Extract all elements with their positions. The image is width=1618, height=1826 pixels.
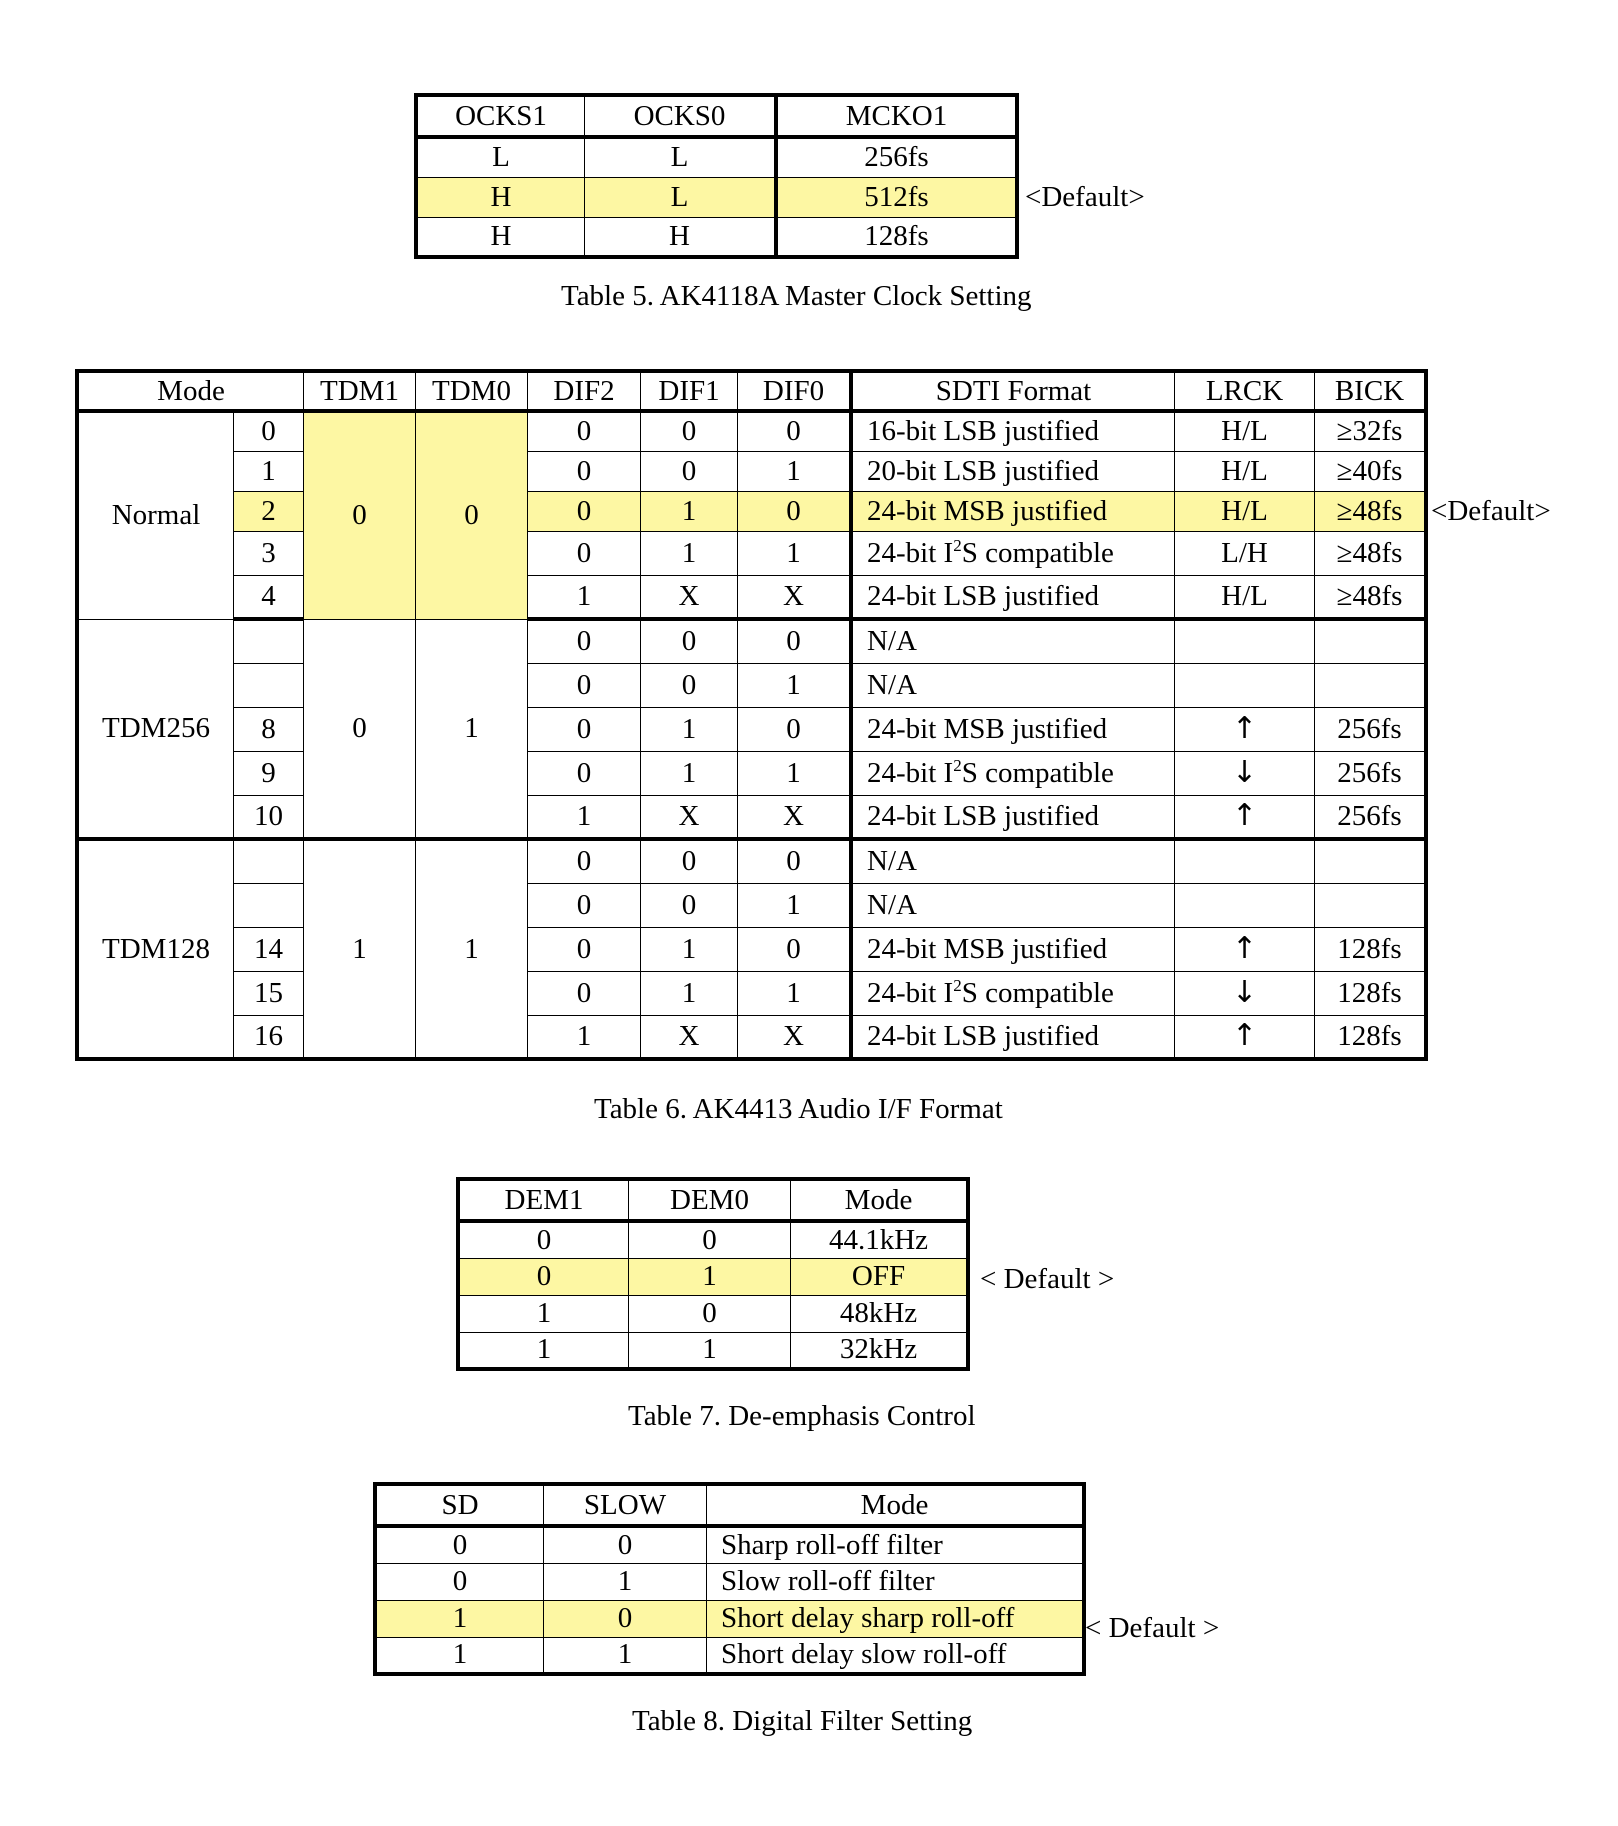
header-mode: Mode xyxy=(791,1179,969,1221)
header-dif0: DIF0 xyxy=(738,371,852,411)
bick-value: 256fs xyxy=(1315,795,1427,839)
format-text: 20-bit LSB justified xyxy=(867,454,1099,487)
mode-number: 2 xyxy=(234,491,304,531)
header-tdm1: TDM1 xyxy=(304,371,416,411)
group-name-tdm256: TDM256 xyxy=(77,619,234,839)
table-5-master-clock xyxy=(414,93,1019,259)
table-5 xyxy=(414,93,1019,259)
sdti-format xyxy=(851,411,1175,451)
cell: 1 xyxy=(544,1563,707,1600)
cell: Short delay slow roll-off xyxy=(707,1637,1085,1674)
bick-value: 128fs xyxy=(1315,927,1427,971)
dif2-value: 0 xyxy=(528,451,641,491)
table-row xyxy=(77,663,1426,707)
table-header-row xyxy=(375,1484,1084,1526)
sdti-format xyxy=(851,619,1175,663)
cell: 1 xyxy=(458,1295,629,1332)
table-header-row xyxy=(416,95,1017,137)
header-dif1: DIF1 xyxy=(641,371,738,411)
format-text: N/A xyxy=(867,888,917,921)
format-text: 24-bit I xyxy=(867,536,954,569)
bick-value xyxy=(1315,883,1427,927)
bick-value: ≥32fs xyxy=(1315,411,1427,451)
header-lrck: LRCK xyxy=(1175,371,1315,411)
group-name-normal: Normal xyxy=(77,411,234,619)
table-row xyxy=(458,1332,968,1369)
mode-number xyxy=(234,839,304,883)
table-6 xyxy=(75,369,1428,1061)
rising-edge-arrow-icon: ↑ xyxy=(1175,707,1315,751)
dif1-value: 0 xyxy=(641,883,738,927)
mode-number: 14 xyxy=(234,927,304,971)
mode-number xyxy=(234,619,304,663)
table-row xyxy=(77,619,1426,663)
lrck-value xyxy=(1175,663,1315,707)
cell: H xyxy=(585,217,777,257)
lrck-value: H/L xyxy=(1175,451,1315,491)
sdti-format xyxy=(851,839,1175,883)
sdti-format xyxy=(851,971,1175,1015)
header-sdti-format: SDTI Format xyxy=(851,371,1175,411)
dif2-value: 0 xyxy=(528,927,641,971)
table-row xyxy=(77,575,1426,619)
lrck-value xyxy=(1175,619,1315,663)
dif1-value: 0 xyxy=(641,839,738,883)
tdm1-value: 0 xyxy=(304,619,416,839)
cell: L xyxy=(585,177,777,217)
sdti-format xyxy=(851,795,1175,839)
bick-value xyxy=(1315,619,1427,663)
falling-edge-arrow-icon: ↓ xyxy=(1175,751,1315,795)
lrck-value: L/H xyxy=(1175,531,1315,575)
cell: 0 xyxy=(544,1600,707,1637)
sdti-format xyxy=(851,491,1175,531)
format-text: 24-bit MSB justified xyxy=(867,932,1108,965)
bick-value: 256fs xyxy=(1315,707,1427,751)
table-row xyxy=(375,1563,1084,1600)
table-row xyxy=(77,927,1426,971)
sdti-format xyxy=(851,451,1175,491)
dif1-value: 1 xyxy=(641,971,738,1015)
cell: 44.1kHz xyxy=(791,1221,969,1258)
cell: L xyxy=(416,137,585,177)
dif1-value: 1 xyxy=(641,531,738,575)
default-label: < Default > xyxy=(980,1263,1115,1295)
cell: 32kHz xyxy=(791,1332,969,1369)
dif2-value: 0 xyxy=(528,491,641,531)
dif0-value: 1 xyxy=(738,971,852,1015)
format-text: 24-bit MSB justified xyxy=(867,494,1108,527)
mode-number: 16 xyxy=(234,1015,304,1059)
table-8-caption: Table 8. Digital Filter Setting xyxy=(632,1705,973,1737)
dif1-value: 0 xyxy=(641,663,738,707)
format-text: 24-bit MSB justified xyxy=(867,712,1108,745)
tdm0-value: 0 xyxy=(416,411,528,619)
dif2-value: 1 xyxy=(528,795,641,839)
dif0-value: 1 xyxy=(738,451,852,491)
cell: 0 xyxy=(629,1295,791,1332)
dif2-value: 0 xyxy=(528,619,641,663)
format-text-suffix: S compatible xyxy=(961,976,1114,1009)
cell: H xyxy=(416,217,585,257)
dif1-value: X xyxy=(641,575,738,619)
table-6-audio-format xyxy=(75,369,1428,1061)
superscript: 2 xyxy=(953,755,962,775)
mode-number: 1 xyxy=(234,451,304,491)
dif0-value: 1 xyxy=(738,751,852,795)
header-slow: SLOW xyxy=(544,1484,707,1526)
mode-number: 0 xyxy=(234,411,304,451)
dif2-value: 1 xyxy=(528,575,641,619)
table-row xyxy=(77,411,1426,451)
sdti-format xyxy=(851,575,1175,619)
lrck-value: H/L xyxy=(1175,411,1315,451)
header-mode: Mode xyxy=(707,1484,1085,1526)
tdm0-value: 1 xyxy=(416,839,528,1059)
dif0-value: 0 xyxy=(738,619,852,663)
dif0-value: 1 xyxy=(738,663,852,707)
header-mode: Mode xyxy=(77,371,304,411)
cell: 1 xyxy=(375,1600,544,1637)
dif2-value: 0 xyxy=(528,971,641,1015)
table-row-default xyxy=(416,177,1017,217)
table-row xyxy=(458,1295,968,1332)
header-bick: BICK xyxy=(1315,371,1427,411)
dif2-value: 0 xyxy=(528,707,641,751)
bick-value: 128fs xyxy=(1315,1015,1427,1059)
mode-number xyxy=(234,663,304,707)
sdti-format xyxy=(851,707,1175,751)
cell: 1 xyxy=(458,1332,629,1369)
format-text: 24-bit LSB justified xyxy=(867,799,1099,832)
table-8-digital-filter xyxy=(373,1482,1086,1676)
header-ocks1: OCKS1 xyxy=(416,95,585,137)
cell: 256fs xyxy=(776,137,1017,177)
table-7-de-emphasis xyxy=(456,1177,970,1371)
dif2-value: 0 xyxy=(528,883,641,927)
format-text-suffix: S compatible xyxy=(961,536,1114,569)
dif0-value: X xyxy=(738,795,852,839)
format-text-suffix: S compatible xyxy=(961,756,1114,789)
sdti-format xyxy=(851,531,1175,575)
table-6-caption: Table 6. AK4413 Audio I/F Format xyxy=(594,1093,1003,1125)
mode-number xyxy=(234,883,304,927)
header-dif2: DIF2 xyxy=(528,371,641,411)
tdm0-value: 1 xyxy=(416,619,528,839)
dif2-value: 0 xyxy=(528,531,641,575)
dif2-value: 1 xyxy=(528,1015,641,1059)
bick-value: ≥48fs xyxy=(1315,575,1427,619)
cell: 0 xyxy=(629,1221,791,1258)
mode-number: 9 xyxy=(234,751,304,795)
superscript: 2 xyxy=(953,975,962,995)
rising-edge-arrow-icon: ↑ xyxy=(1175,927,1315,971)
table-row xyxy=(77,795,1426,839)
bick-value xyxy=(1315,663,1427,707)
format-text: 24-bit LSB justified xyxy=(867,1019,1099,1052)
format-text: 24-bit LSB justified xyxy=(867,579,1099,612)
mode-number: 10 xyxy=(234,795,304,839)
table-7-caption: Table 7. De-emphasis Control xyxy=(628,1400,976,1432)
dif1-value: X xyxy=(641,1015,738,1059)
default-label: <Default> xyxy=(1431,495,1551,527)
dif0-value: 0 xyxy=(738,707,852,751)
dif1-value: 1 xyxy=(641,927,738,971)
dif1-value: 0 xyxy=(641,619,738,663)
table-row xyxy=(416,217,1017,257)
sdti-format xyxy=(851,663,1175,707)
mode-number: 8 xyxy=(234,707,304,751)
dif2-value: 0 xyxy=(528,663,641,707)
format-text: 16-bit LSB justified xyxy=(867,415,1099,448)
header-ocks0: OCKS0 xyxy=(585,95,777,137)
falling-edge-arrow-icon: ↓ xyxy=(1175,971,1315,1015)
bick-value: 256fs xyxy=(1315,751,1427,795)
cell: 1 xyxy=(375,1637,544,1674)
format-text: 24-bit I xyxy=(867,756,954,789)
dif0-value: 1 xyxy=(738,883,852,927)
header-mcko1: MCKO1 xyxy=(776,95,1017,137)
dif2-value: 0 xyxy=(528,839,641,883)
table-row-default xyxy=(458,1258,968,1295)
table-row xyxy=(375,1526,1084,1563)
dif2-value: 0 xyxy=(528,751,641,795)
cell: 0 xyxy=(375,1526,544,1563)
dif1-value: 1 xyxy=(641,491,738,531)
sdti-format xyxy=(851,751,1175,795)
table-row xyxy=(458,1221,968,1258)
table-row xyxy=(77,707,1426,751)
dif1-value: 1 xyxy=(641,751,738,795)
cell: 48kHz xyxy=(791,1295,969,1332)
table-header-row xyxy=(458,1179,968,1221)
bick-value xyxy=(1315,839,1427,883)
dif0-value: X xyxy=(738,575,852,619)
header-tdm0: TDM0 xyxy=(416,371,528,411)
cell: Slow roll-off filter xyxy=(707,1563,1085,1600)
lrck-value: H/L xyxy=(1175,575,1315,619)
table-row xyxy=(77,971,1426,1015)
mode-number: 4 xyxy=(234,575,304,619)
dif1-value: 0 xyxy=(641,411,738,451)
header-dem0: DEM0 xyxy=(629,1179,791,1221)
table-header-row xyxy=(77,371,1426,411)
dif0-value: 0 xyxy=(738,411,852,451)
table-7 xyxy=(456,1177,970,1371)
format-text: N/A xyxy=(867,668,917,701)
sdti-format xyxy=(851,1015,1175,1059)
dif0-value: 0 xyxy=(738,839,852,883)
cell: 0 xyxy=(544,1526,707,1563)
lrck-value xyxy=(1175,883,1315,927)
rising-edge-arrow-icon: ↑ xyxy=(1175,795,1315,839)
cell: OFF xyxy=(791,1258,969,1295)
cell: L xyxy=(585,137,777,177)
mode-number: 15 xyxy=(234,971,304,1015)
lrck-value: H/L xyxy=(1175,491,1315,531)
table-row xyxy=(77,883,1426,927)
bick-value: 128fs xyxy=(1315,971,1427,1015)
tdm1-value: 0 xyxy=(304,411,416,619)
format-text: N/A xyxy=(867,845,917,878)
dif1-value: 0 xyxy=(641,451,738,491)
rising-edge-arrow-icon: ↑ xyxy=(1175,1015,1315,1059)
table-row xyxy=(77,451,1426,491)
table-5-caption: Table 5. AK4118A Master Clock Setting xyxy=(561,280,1032,312)
dif2-value: 0 xyxy=(528,411,641,451)
table-row xyxy=(416,137,1017,177)
dif1-value: X xyxy=(641,795,738,839)
table-row xyxy=(77,839,1426,883)
dif0-value: 0 xyxy=(738,927,852,971)
table-8 xyxy=(373,1482,1086,1676)
cell: 0 xyxy=(458,1221,629,1258)
cell: 0 xyxy=(458,1258,629,1295)
table-row xyxy=(375,1637,1084,1674)
cell: Sharp roll-off filter xyxy=(707,1526,1085,1563)
cell: 1 xyxy=(629,1332,791,1369)
format-text: 24-bit I xyxy=(867,976,954,1009)
cell: 1 xyxy=(544,1637,707,1674)
sdti-format xyxy=(851,927,1175,971)
sdti-format xyxy=(851,883,1175,927)
tdm1-value: 1 xyxy=(304,839,416,1059)
table-row-default xyxy=(77,491,1426,531)
table-row xyxy=(77,531,1426,575)
table-row xyxy=(77,751,1426,795)
lrck-value xyxy=(1175,839,1315,883)
bick-value: ≥40fs xyxy=(1315,451,1427,491)
cell: H xyxy=(416,177,585,217)
dif0-value: 1 xyxy=(738,531,852,575)
dif0-value: 0 xyxy=(738,491,852,531)
superscript: 2 xyxy=(953,535,962,555)
bick-value: ≥48fs xyxy=(1315,491,1427,531)
table-row xyxy=(77,1015,1426,1059)
cell: Short delay sharp roll-off xyxy=(707,1600,1085,1637)
header-sd: SD xyxy=(375,1484,544,1526)
group-name-tdm128: TDM128 xyxy=(77,839,234,1059)
mode-number: 3 xyxy=(234,531,304,575)
cell: 1 xyxy=(629,1258,791,1295)
dif1-value: 1 xyxy=(641,707,738,751)
dif0-value: X xyxy=(738,1015,852,1059)
cell: 0 xyxy=(375,1563,544,1600)
cell: 128fs xyxy=(776,217,1017,257)
table-row-default xyxy=(375,1600,1084,1637)
format-text: N/A xyxy=(867,625,917,658)
default-label: <Default> xyxy=(1025,181,1145,213)
default-label: < Default > xyxy=(1085,1612,1220,1644)
bick-value: ≥48fs xyxy=(1315,531,1427,575)
cell: 512fs xyxy=(776,177,1017,217)
header-dem1: DEM1 xyxy=(458,1179,629,1221)
